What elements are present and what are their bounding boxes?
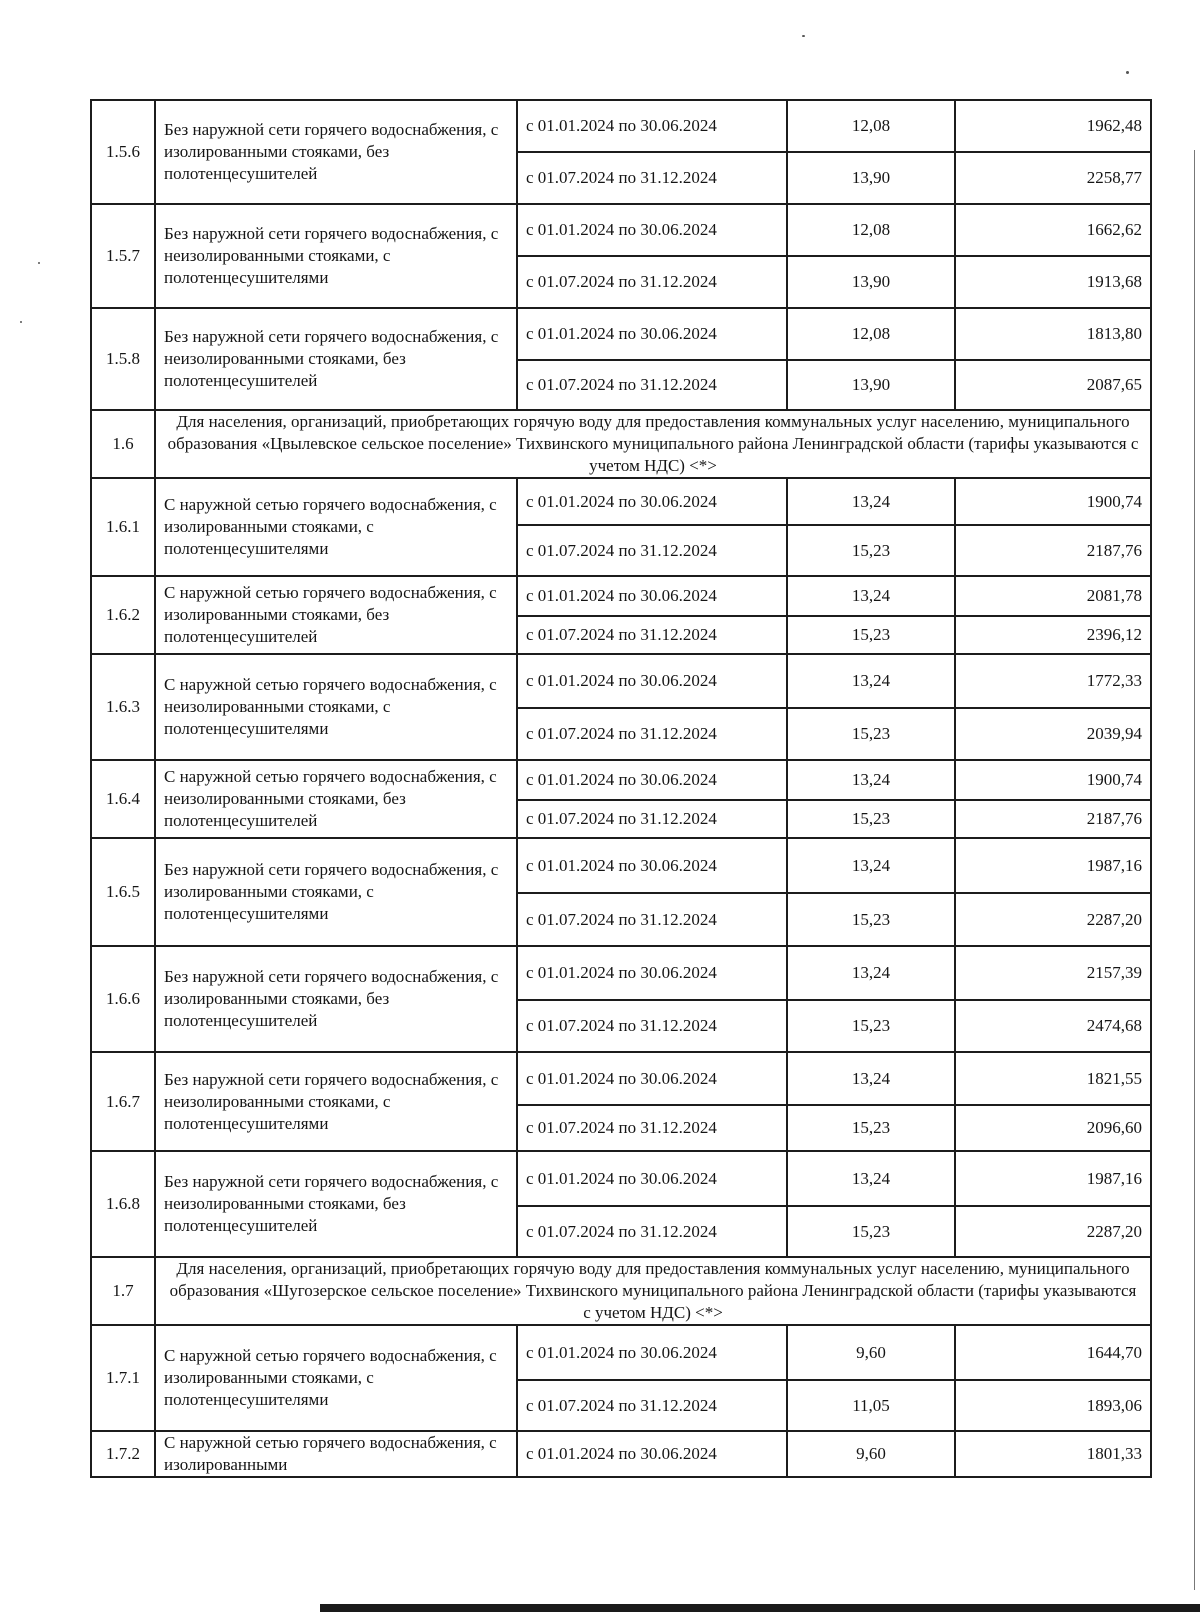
period-cell: с 01.01.2024 по 30.06.2024 <box>517 100 787 152</box>
rate-cell: 12,08 <box>787 308 955 360</box>
value-cell: 2287,20 <box>955 1206 1151 1257</box>
period-cell: с 01.01.2024 по 30.06.2024 <box>517 1151 787 1206</box>
period-cell: с 01.01.2024 по 30.06.2024 <box>517 1431 787 1477</box>
item-name: Без наружной сети горячего водоснабжения, с неизолированными стояками, без полотенцесушителей <box>155 1151 517 1257</box>
rate-cell: 15,23 <box>787 893 955 946</box>
value-cell: 1801,33 <box>955 1431 1151 1477</box>
value-cell: 1900,74 <box>955 760 1151 800</box>
rate-cell: 13,24 <box>787 946 955 1000</box>
rate-cell: 15,23 <box>787 616 955 654</box>
rate-cell: 13,90 <box>787 152 955 204</box>
value-cell: 2187,76 <box>955 800 1151 838</box>
rate-cell: 15,23 <box>787 708 955 760</box>
rate-cell: 13,24 <box>787 1151 955 1206</box>
section-title: Для населения, организаций, приобретающих горячую воду для предоставления коммунальных услуг населению, муниципального образования «Цвылевское сельское поселение» Тихвинского муниципального района Ленинградской области (тарифы указываются с учетом НДС) <*> <box>155 410 1151 478</box>
item-name: Без наружной сети горячего водоснабжения, с неизолированными стояками, с полотенцесушителями <box>155 1052 517 1151</box>
table-row <box>91 654 1151 708</box>
section-code: 1.6 <box>91 410 155 478</box>
rate-cell: 12,08 <box>787 100 955 152</box>
period-cell: с 01.07.2024 по 31.12.2024 <box>517 256 787 308</box>
value-cell: 2187,76 <box>955 525 1151 576</box>
value-cell: 2396,12 <box>955 616 1151 654</box>
section-code: 1.7 <box>91 1257 155 1325</box>
item-code: 1.5.8 <box>91 308 155 410</box>
item-name: С наружной сетью горячего водоснабжения, с изолированными стояками, с полотенцесушителями <box>155 1325 517 1431</box>
table-row <box>91 1325 1151 1380</box>
period-cell: с 01.07.2024 по 31.12.2024 <box>517 1380 787 1431</box>
value-cell: 2087,65 <box>955 360 1151 410</box>
period-cell: с 01.07.2024 по 31.12.2024 <box>517 1000 787 1052</box>
item-code: 1.6.1 <box>91 478 155 576</box>
value-cell: 1913,68 <box>955 256 1151 308</box>
item-code: 1.5.6 <box>91 100 155 204</box>
item-code: 1.5.7 <box>91 204 155 308</box>
period-cell: с 01.07.2024 по 31.12.2024 <box>517 360 787 410</box>
scan-speck <box>1126 71 1129 74</box>
table-row <box>91 576 1151 616</box>
period-cell: с 01.01.2024 по 30.06.2024 <box>517 308 787 360</box>
item-code: 1.6.5 <box>91 838 155 946</box>
item-name: Без наружной сети горячего водоснабжения, с изолированными стояками, с полотенцесушителями <box>155 838 517 946</box>
period-cell: с 01.01.2024 по 30.06.2024 <box>517 576 787 616</box>
item-name: С наружной сетью горячего водоснабжения, с изолированными стояками, с полотенцесушителями <box>155 478 517 576</box>
value-cell: 1644,70 <box>955 1325 1151 1380</box>
scan-edge-line <box>1194 150 1195 1590</box>
table-row <box>91 1151 1151 1206</box>
period-cell: с 01.01.2024 по 30.06.2024 <box>517 838 787 893</box>
scan-speck <box>20 321 22 323</box>
rate-cell: 13,24 <box>787 654 955 708</box>
item-code: 1.6.7 <box>91 1052 155 1151</box>
scan-speck <box>38 262 40 264</box>
tariff-table-body <box>91 100 1151 1477</box>
period-cell: с 01.07.2024 по 31.12.2024 <box>517 708 787 760</box>
section-header-row <box>91 1257 1151 1325</box>
item-code: 1.6.4 <box>91 760 155 838</box>
period-cell: с 01.01.2024 по 30.06.2024 <box>517 654 787 708</box>
period-cell: с 01.07.2024 по 31.12.2024 <box>517 1105 787 1151</box>
item-code: 1.7.1 <box>91 1325 155 1431</box>
rate-cell: 13,24 <box>787 1052 955 1105</box>
table-row <box>91 308 1151 360</box>
value-cell: 1893,06 <box>955 1380 1151 1431</box>
rate-cell: 15,23 <box>787 800 955 838</box>
period-cell: с 01.01.2024 по 30.06.2024 <box>517 946 787 1000</box>
value-cell: 2039,94 <box>955 708 1151 760</box>
rate-cell: 9,60 <box>787 1325 955 1380</box>
item-code: 1.6.6 <box>91 946 155 1052</box>
rate-cell: 12,08 <box>787 204 955 256</box>
item-code: 1.7.2 <box>91 1431 155 1477</box>
value-cell: 2157,39 <box>955 946 1151 1000</box>
scan-bottom-edge <box>320 1604 1200 1612</box>
item-code: 1.6.8 <box>91 1151 155 1257</box>
rate-cell: 15,23 <box>787 1206 955 1257</box>
period-cell: с 01.01.2024 по 30.06.2024 <box>517 1325 787 1380</box>
table-row <box>91 204 1151 256</box>
value-cell: 2258,77 <box>955 152 1151 204</box>
period-cell: с 01.01.2024 по 30.06.2024 <box>517 478 787 525</box>
table-row <box>91 1431 1151 1477</box>
value-cell: 1662,62 <box>955 204 1151 256</box>
table-row <box>91 760 1151 800</box>
period-cell: с 01.01.2024 по 30.06.2024 <box>517 760 787 800</box>
item-name: Без наружной сети горячего водоснабжения, с изолированными стояками, без полотенцесушителей <box>155 100 517 204</box>
value-cell: 1900,74 <box>955 478 1151 525</box>
value-cell: 1772,33 <box>955 654 1151 708</box>
period-cell: с 01.07.2024 по 31.12.2024 <box>517 893 787 946</box>
table-row <box>91 838 1151 893</box>
scan-speck <box>802 35 805 37</box>
rate-cell: 13,24 <box>787 838 955 893</box>
value-cell: 2474,68 <box>955 1000 1151 1052</box>
value-cell: 2081,78 <box>955 576 1151 616</box>
section-header-row <box>91 410 1151 478</box>
rate-cell: 13,24 <box>787 576 955 616</box>
rate-cell: 9,60 <box>787 1431 955 1477</box>
period-cell: с 01.01.2024 по 30.06.2024 <box>517 204 787 256</box>
item-code: 1.6.2 <box>91 576 155 654</box>
rate-cell: 15,23 <box>787 1000 955 1052</box>
period-cell: с 01.07.2024 по 31.12.2024 <box>517 616 787 654</box>
item-name: Без наружной сети горячего водоснабжения, с неизолированными стояками, с полотенцесушителями <box>155 204 517 308</box>
period-cell: с 01.07.2024 по 31.12.2024 <box>517 525 787 576</box>
item-name: С наружной сетью горячего водоснабжения, с неизолированными стояками, с полотенцесушителями <box>155 654 517 760</box>
rate-cell: 15,23 <box>787 1105 955 1151</box>
period-cell: с 01.07.2024 по 31.12.2024 <box>517 1206 787 1257</box>
value-cell: 2287,20 <box>955 893 1151 946</box>
table-row <box>91 478 1151 525</box>
section-title: Для населения, организаций, приобретающих горячую воду для предоставления коммунальных услуг населению, муниципального образования «Шугозерское сельское поселение» Тихвинского муниципального района Ленинградской области (тарифы указываются с учетом НДС) <*> <box>155 1257 1151 1325</box>
rate-cell: 13,90 <box>787 256 955 308</box>
period-cell: с 01.07.2024 по 31.12.2024 <box>517 152 787 204</box>
item-name: С наружной сетью горячего водоснабжения, с изолированными стояками, без полотенцесушителей <box>155 576 517 654</box>
rate-cell: 13,24 <box>787 478 955 525</box>
item-name: Без наружной сети горячего водоснабжения, с неизолированными стояками, без полотенцесушителей <box>155 308 517 410</box>
rate-cell: 15,23 <box>787 525 955 576</box>
item-name: Без наружной сети горячего водоснабжения, с изолированными стояками, без полотенцесушителей <box>155 946 517 1052</box>
item-name: С наружной сетью горячего водоснабжения, с изолированными <box>155 1431 517 1477</box>
rate-cell: 13,24 <box>787 760 955 800</box>
period-cell: с 01.01.2024 по 30.06.2024 <box>517 1052 787 1105</box>
value-cell: 1962,48 <box>955 100 1151 152</box>
table-row <box>91 1052 1151 1105</box>
value-cell: 1813,80 <box>955 308 1151 360</box>
value-cell: 1821,55 <box>955 1052 1151 1105</box>
rate-cell: 13,90 <box>787 360 955 410</box>
value-cell: 2096,60 <box>955 1105 1151 1151</box>
rate-cell: 11,05 <box>787 1380 955 1431</box>
period-cell: с 01.07.2024 по 31.12.2024 <box>517 800 787 838</box>
item-name: С наружной сетью горячего водоснабжения, с неизолированными стояками, без полотенцесушителей <box>155 760 517 838</box>
item-code: 1.6.3 <box>91 654 155 760</box>
value-cell: 1987,16 <box>955 1151 1151 1206</box>
value-cell: 1987,16 <box>955 838 1151 893</box>
tariff-table <box>90 99 1152 1478</box>
table-row <box>91 946 1151 1000</box>
table-row <box>91 100 1151 152</box>
